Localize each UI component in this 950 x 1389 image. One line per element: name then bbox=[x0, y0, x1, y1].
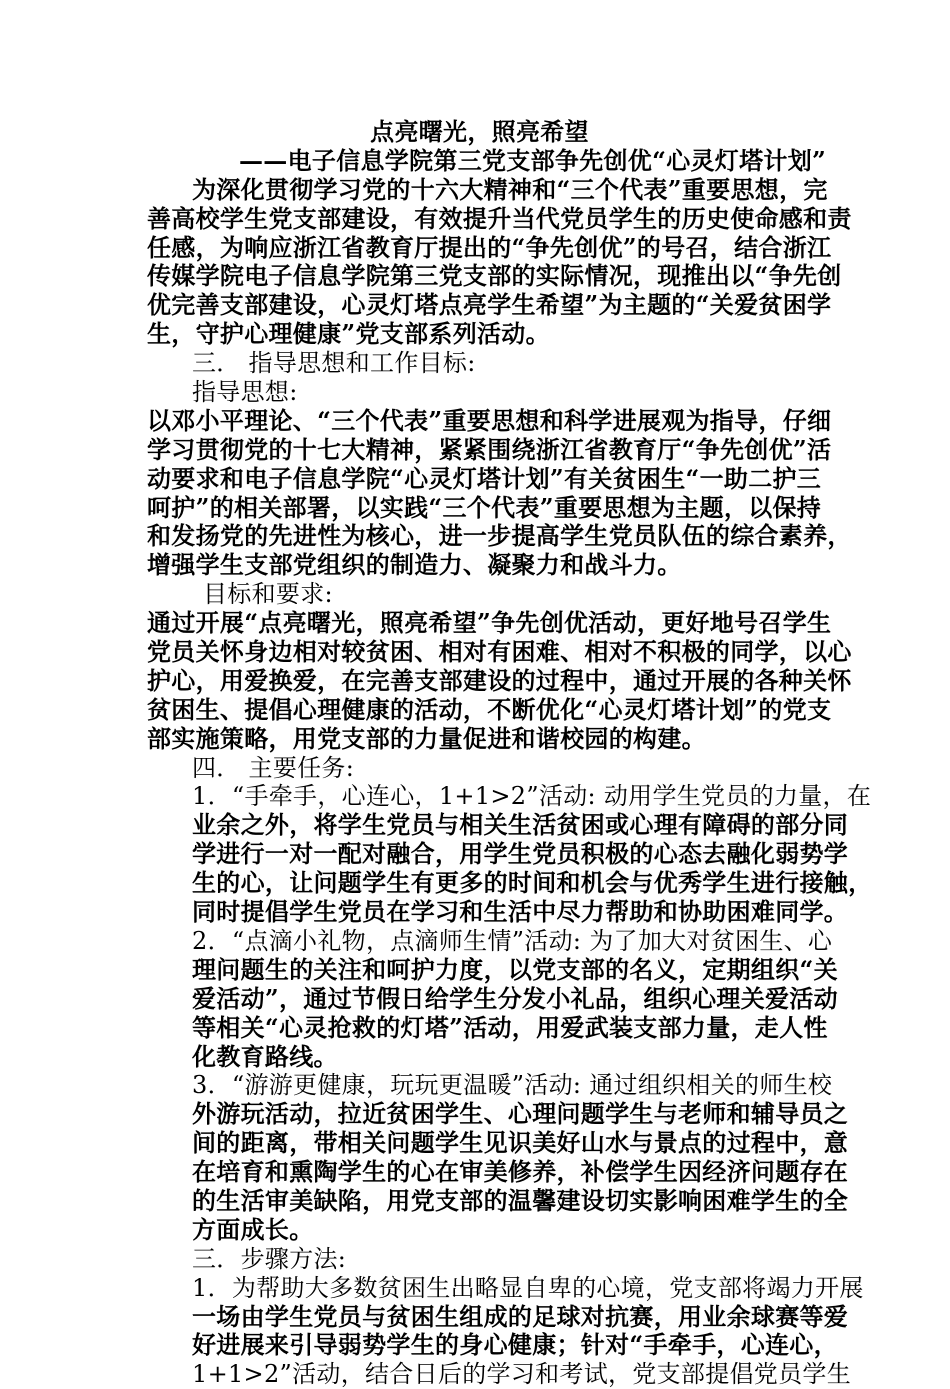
subsection-heading: 指导思想: bbox=[192, 378, 298, 407]
task-line: 方面成长。 bbox=[192, 1214, 314, 1244]
section-heading: 三． 指导思想和工作目标: bbox=[192, 349, 476, 378]
document-body bbox=[147, 117, 873, 1389]
task-line: 化教育路线。 bbox=[192, 1041, 338, 1071]
section-heading: 三．步骤方法: bbox=[192, 1244, 347, 1273]
body-line: 贫困生、提倡心理健康的活动，不断优化“心灵灯塔计划”的党支 bbox=[147, 694, 832, 724]
section-heading: 四． 主要任务: bbox=[192, 753, 355, 782]
body-line: 动要求和电子信息学院“心灵灯塔计划”有关贫困生“一助二护三 bbox=[147, 463, 822, 493]
body-line: 善高校学生党支部建设，有效提升当代党员学生的历史使命感和责 bbox=[147, 203, 852, 233]
task-line: 2．“点滴小礼物，点滴师生情”活动: 为了加大对贫困生、心 bbox=[192, 926, 833, 955]
task-line: 业余之外，将学生党员与相关生活贫困或心理有障碍的部分同 bbox=[192, 810, 849, 840]
task-line: 等相关“心灵抢救的灯塔”活动，用爱武装支部力量，走人性 bbox=[192, 1012, 828, 1042]
body-line: 为深化贯彻学习党的十六大精神和“三个代表”重要思想，完 bbox=[192, 174, 828, 204]
method-line: 好进展来引导弱势学生的身心健康；针对“手牵手，心连心， bbox=[192, 1330, 838, 1360]
body-line: 呵护”的相关部署，以实践“三个代表”重要思想为主题，以保持 bbox=[147, 492, 822, 522]
body-line: 生，守护心理健康”党支部系列活动。 bbox=[147, 319, 550, 349]
task-line: 在培育和熏陶学生的心在审美修养，补偿学生因经济问题存在 bbox=[192, 1157, 849, 1187]
task-line: 3．“游游更健康，玩玩更温暖”活动: 通过组织相关的师生校 bbox=[192, 1071, 833, 1100]
body-line: 部实施策略，用党支部的力量促进和谐校园的构建。 bbox=[147, 723, 706, 753]
task-line: 理问题生的关注和呵护力度，以党支部的名义，定期组织“关 bbox=[192, 954, 838, 984]
document-subtitle: ——电子信息学院第三党支部争先创优“心灵灯塔计划” bbox=[239, 145, 827, 175]
task-line: 的生活审美缺陷，用党支部的温馨建设切实影响困难学生的全 bbox=[192, 1185, 849, 1215]
task-line: 同时提倡学生党员在学习和生活中尽力帮助和协助困难同学。 bbox=[192, 897, 849, 927]
body-line: 党员关怀身边相对较贫困、相对有困难、相对不积极的同学，以心 bbox=[147, 637, 852, 667]
document-title: 点亮曙光，照亮希望 bbox=[370, 117, 589, 146]
task-line: 生的心，让问题学生有更多的时间和机会与优秀学生进行接触， bbox=[192, 868, 873, 898]
task-line: 间的距离，带相关问题学生见识美好山水与景点的过程中，意 bbox=[192, 1128, 849, 1158]
subsection-heading: 目标和要求: bbox=[203, 580, 333, 609]
body-line: 学习贯彻党的十七大精神，紧紧围绕浙江省教育厅“争先创优”活 bbox=[147, 434, 832, 464]
method-line: 1+1>2”活动，结合日后的学习和考试，党支部提倡党员学生 bbox=[192, 1360, 851, 1389]
task-line: 爱活动”，通过节假日给学生分发小礼品，组织心理关爱活动 bbox=[192, 983, 838, 1013]
body-line: 和发扬党的先进性为核心，进一步提高学生党员队伍的综合素养， bbox=[147, 521, 852, 551]
body-line: 任感，为响应浙江省教育厅提出的“争先创优”的号召，结合浙江 bbox=[147, 232, 832, 262]
task-line: 外游玩活动，拉近贫困学生、心理问题学生与老师和辅导员之 bbox=[192, 1099, 849, 1129]
task-line: 1．“手牵手，心连心，1+1>2”活动: 动用学生党员的力量，在 bbox=[192, 782, 872, 811]
body-line: 传媒学院电子信息学院第三党支部的实际情况，现推出以“争先创 bbox=[147, 261, 842, 291]
body-line: 优完善支部建设，心灵灯塔点亮学生希望”为主题的“关爱贫困学 bbox=[147, 290, 832, 320]
method-line: 1．为帮助大多数贫困生出略显自卑的心境，党支部将竭力开展 bbox=[192, 1273, 864, 1302]
body-line: 增强学生支部党组织的制造力、凝聚力和战斗力。 bbox=[147, 550, 682, 580]
body-line: 以邓小平理论、“三个代表”重要思想和科学进展观为指导，仔细 bbox=[147, 405, 832, 435]
method-line: 一场由学生党员与贫困生组成的足球对抗赛，用业余球赛等爱 bbox=[192, 1301, 849, 1331]
body-line: 护心，用爱换爱，在完善支部建设的过程中，通过开展的各种关怀 bbox=[147, 665, 852, 695]
task-line: 学进行一对一配对融合，用学生党员积极的心态去融化弱势学 bbox=[192, 839, 849, 869]
body-line: 通过开展“点亮曙光，照亮希望”争先创优活动，更好地号召学生 bbox=[147, 608, 832, 638]
